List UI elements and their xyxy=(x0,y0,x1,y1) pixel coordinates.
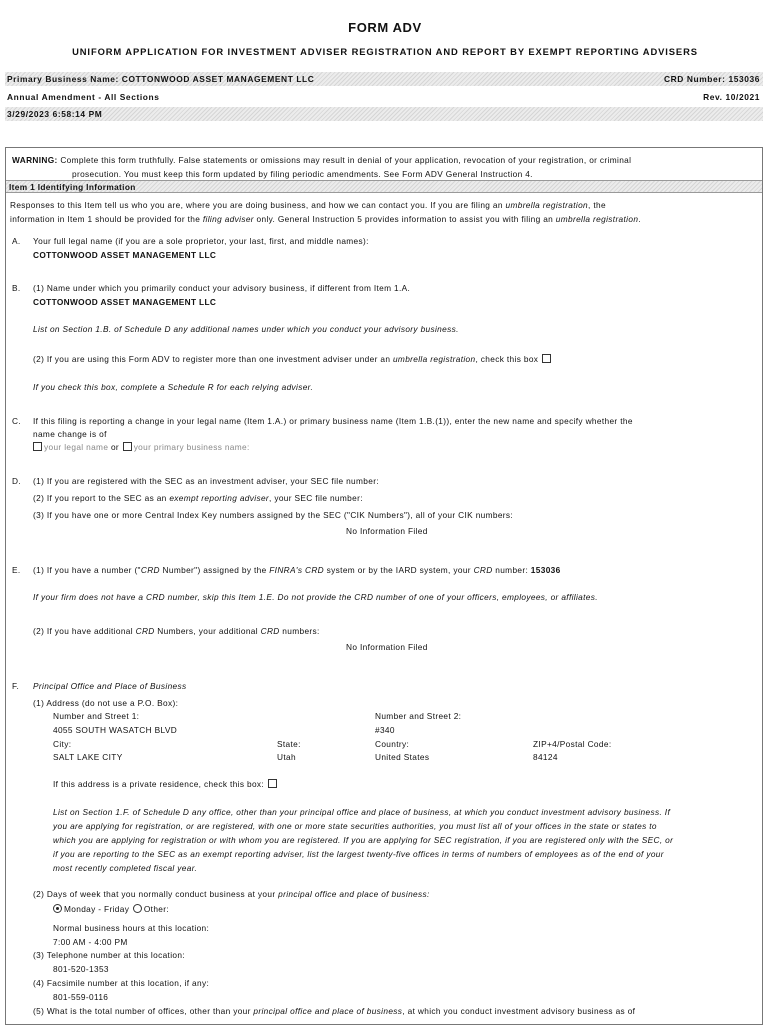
monday-friday-label: Monday - Friday xyxy=(64,904,130,914)
question-text: , at which you conduct investment advisory business as of xyxy=(402,1006,636,1016)
warning-label: WARNING: xyxy=(12,155,58,165)
private-residence-label: If this address is a private residence, check this box: xyxy=(53,779,265,789)
warning-block xyxy=(12,153,752,181)
question-text: , check this box xyxy=(475,354,539,364)
item-b-letter: B. xyxy=(12,283,21,293)
question-text: (1) If you have a number (" xyxy=(33,565,141,575)
question-text: number: xyxy=(492,565,531,575)
city-value: SALT LAKE CITY xyxy=(53,752,123,762)
intro-text: information in Item 1 should be provided for the xyxy=(10,214,203,224)
item-d-letter: D. xyxy=(12,476,21,486)
question-text: (2) If you are using this Form ADV to register more than one investment adviser under an xyxy=(33,354,393,364)
item-c-options xyxy=(32,442,250,452)
item1-header: Item 1 Identifying Information xyxy=(6,180,762,193)
question-text: (2) If you have additional xyxy=(33,626,136,636)
item-b-question-1: (1) Name under which you primarily conduct your advisory business, if different from Item 1.A. xyxy=(33,283,411,293)
item-f-note-line-4: if you are reporting to the SEC as an exempt reporting adviser, list the largest twenty-five offices in terms of numbers of employees as of the end of your xyxy=(53,849,664,859)
item-e-question-1 xyxy=(33,565,561,575)
question-text: , your SEC file number: xyxy=(269,493,363,503)
item1-intro-line-1 xyxy=(10,200,606,210)
street2-value: #340 xyxy=(375,725,395,735)
form-body xyxy=(5,147,763,1025)
item-f-title: Principal Office and Place of Business xyxy=(33,681,187,691)
item-f-question-2 xyxy=(33,889,430,899)
hours-label: Normal business hours at this location: xyxy=(53,923,210,933)
item-f-note-line-2: you are applying for registration, or are registered, with one or more state securities authorities, you must list all of your offices in the state or states to xyxy=(53,821,657,831)
item-f-question-5 xyxy=(33,1006,635,1016)
form-title: FORM ADV xyxy=(348,20,422,35)
item-f-question-4: (4) Facsimile number at this location, if any: xyxy=(33,978,210,988)
question-text: Number") assigned by the xyxy=(159,565,270,575)
intro-text: only. General Instruction 5 provides information to assist you with filing an xyxy=(253,214,556,224)
question-text: numbers: xyxy=(279,626,320,636)
other-days-label: Other: xyxy=(143,904,170,914)
country-label: Country: xyxy=(375,739,410,749)
item-f-note-line-3: which you are applying for registration or with whom you are registered. If you are applying for SEC registration, if you are registered only with the SEC, or xyxy=(53,835,674,845)
item-d-no-info: No Information Filed xyxy=(346,526,428,536)
street1-label: Number and Street 1: xyxy=(53,711,140,721)
item-a-question: Your full legal name (if you are a sole proprietor, your last, first, and middle names): xyxy=(33,236,369,246)
question-term: CRD xyxy=(140,565,160,575)
business-name: Primary Business Name: COTTONWOOD ASSET MANAGEMENT LLC xyxy=(7,74,315,84)
form-revision: Rev. 10/2021 xyxy=(703,92,760,102)
legal-name-label: your legal name xyxy=(44,442,109,452)
item-e-note: If your firm does not have a CRD number, skip this Item 1.E. Do not provide the CRD number of one of your officers, employees, or affiliates. xyxy=(33,592,598,602)
business-name-checkbox[interactable] xyxy=(123,442,132,451)
intro-term: umbrella registration xyxy=(505,200,589,210)
question-text: (2) If you report to the SEC as an xyxy=(33,493,170,503)
item-b-question-2 xyxy=(33,354,553,364)
item-f-question-1: (1) Address (do not use a P.O. Box): xyxy=(33,698,179,708)
crd-number: CRD Number: 153036 xyxy=(664,74,760,84)
item-c-question-line-2: name change is of xyxy=(33,429,107,439)
or-text: or xyxy=(110,442,120,452)
item-c-question-line-1: If this filing is reporting a change in your legal name (Item 1.A.) or primary business name (Item 1.B.(1)), enter the new name and specify whether the xyxy=(33,416,633,426)
city-label: City: xyxy=(53,739,72,749)
question-term: CRD xyxy=(135,626,155,636)
intro-text: , the xyxy=(588,200,606,210)
question-term: FINRA's CRD xyxy=(269,565,325,575)
question-term: principal office and place of business xyxy=(253,1006,403,1016)
item-e-no-info: No Information Filed xyxy=(346,642,428,652)
header-row-timestamp xyxy=(5,107,763,121)
question-text: (5) What is the total number of offices, other than your xyxy=(33,1006,254,1016)
item-e-question-2 xyxy=(33,626,320,636)
phone-value: 801-520-1353 xyxy=(53,964,109,974)
item-b-note-1: List on Section 1.B. of Schedule D any additional names under which you conduct your advisory business. xyxy=(33,324,459,334)
amendment-type: Annual Amendment - All Sections xyxy=(7,92,160,102)
question-text: system or by the IARD system, your xyxy=(324,565,474,575)
item-f-note-line-5: most recently completed fiscal year. xyxy=(53,863,198,873)
item-d-question-3: (3) If you have one or more Central Index Key numbers assigned by the SEC ("CIK Numbers"), all of your CIK numbers: xyxy=(33,510,514,520)
item-b-note-2: If you check this box, complete a Schedule R for each relying adviser. xyxy=(33,382,314,392)
monday-friday-radio[interactable] xyxy=(53,904,62,913)
private-residence-checkbox[interactable] xyxy=(268,779,277,788)
intro-text: . xyxy=(638,214,641,224)
fax-value: 801-559-0116 xyxy=(53,992,109,1002)
state-value: Utah xyxy=(277,752,296,762)
question-term: CRD xyxy=(473,565,493,575)
question-term: principal office and place of business: xyxy=(278,889,430,899)
timestamp: 3/29/2023 6:58:14 PM xyxy=(7,109,103,119)
question-text: Numbers, your additional xyxy=(154,626,261,636)
item-f-question-3: (3) Telephone number at this location: xyxy=(33,950,185,960)
zip-value: 84124 xyxy=(533,752,558,762)
item1-intro-line-2 xyxy=(10,214,641,224)
warning-line-2: prosecution. You must keep this form updated by filing periodic amendments. See Form ADV General Instruction 4. xyxy=(72,169,533,179)
item-c-letter: C. xyxy=(12,416,21,426)
street1-value: 4055 SOUTH WASATCH BLVD xyxy=(53,725,178,735)
business-name-label: your primary business name: xyxy=(133,442,250,452)
question-term: umbrella registration xyxy=(392,354,476,364)
street2-label: Number and Street 2: xyxy=(375,711,462,721)
header-row-business xyxy=(5,72,763,86)
header-row-amendment xyxy=(5,90,763,104)
country-value: United States xyxy=(375,752,430,762)
question-text: (2) Days of week that you normally conduct business at your xyxy=(33,889,279,899)
umbrella-registration-checkbox[interactable] xyxy=(542,354,551,363)
item-f-note-line-1: List on Section 1.F. of Schedule D any office, other than your principal office and place of business, at which you conduct investment advisory business. If xyxy=(53,807,671,817)
item-d-question-2 xyxy=(33,493,363,503)
other-days-radio[interactable] xyxy=(133,904,142,913)
item-a-answer: COTTONWOOD ASSET MANAGEMENT LLC xyxy=(33,250,217,260)
intro-term: filing adviser xyxy=(202,214,254,224)
question-term: exempt reporting adviser xyxy=(169,493,270,503)
private-residence-line xyxy=(53,779,279,789)
intro-text: Responses to this Item tell us who you are, where you are doing business, and how we can contact you. If you are filing an xyxy=(10,200,506,210)
hours-value: 7:00 AM - 4:00 PM xyxy=(53,937,128,947)
item-d-question-1: (1) If you are registered with the SEC as an investment adviser, your SEC file number: xyxy=(33,476,379,486)
legal-name-checkbox[interactable] xyxy=(33,442,42,451)
form-subtitle: UNIFORM APPLICATION FOR INVESTMENT ADVISER REGISTRATION AND REPORT BY EXEMPT REPORTING ADVISERS xyxy=(72,46,698,57)
days-options xyxy=(52,904,169,914)
crd-value: 153036 xyxy=(530,565,561,575)
item-b-answer-1: COTTONWOOD ASSET MANAGEMENT LLC xyxy=(33,297,217,307)
zip-label: ZIP+4/Postal Code: xyxy=(533,739,612,749)
question-term: CRD xyxy=(260,626,280,636)
state-label: State: xyxy=(277,739,301,749)
intro-term: umbrella registration xyxy=(555,214,639,224)
warning-line-1: Complete this form truthfully. False statements or omissions may result in denial of your application, revocation of your registration, or criminal xyxy=(60,155,632,165)
item-e-letter: E. xyxy=(12,565,21,575)
item-f-letter: F. xyxy=(12,681,20,691)
item-a-letter: A. xyxy=(12,236,21,246)
